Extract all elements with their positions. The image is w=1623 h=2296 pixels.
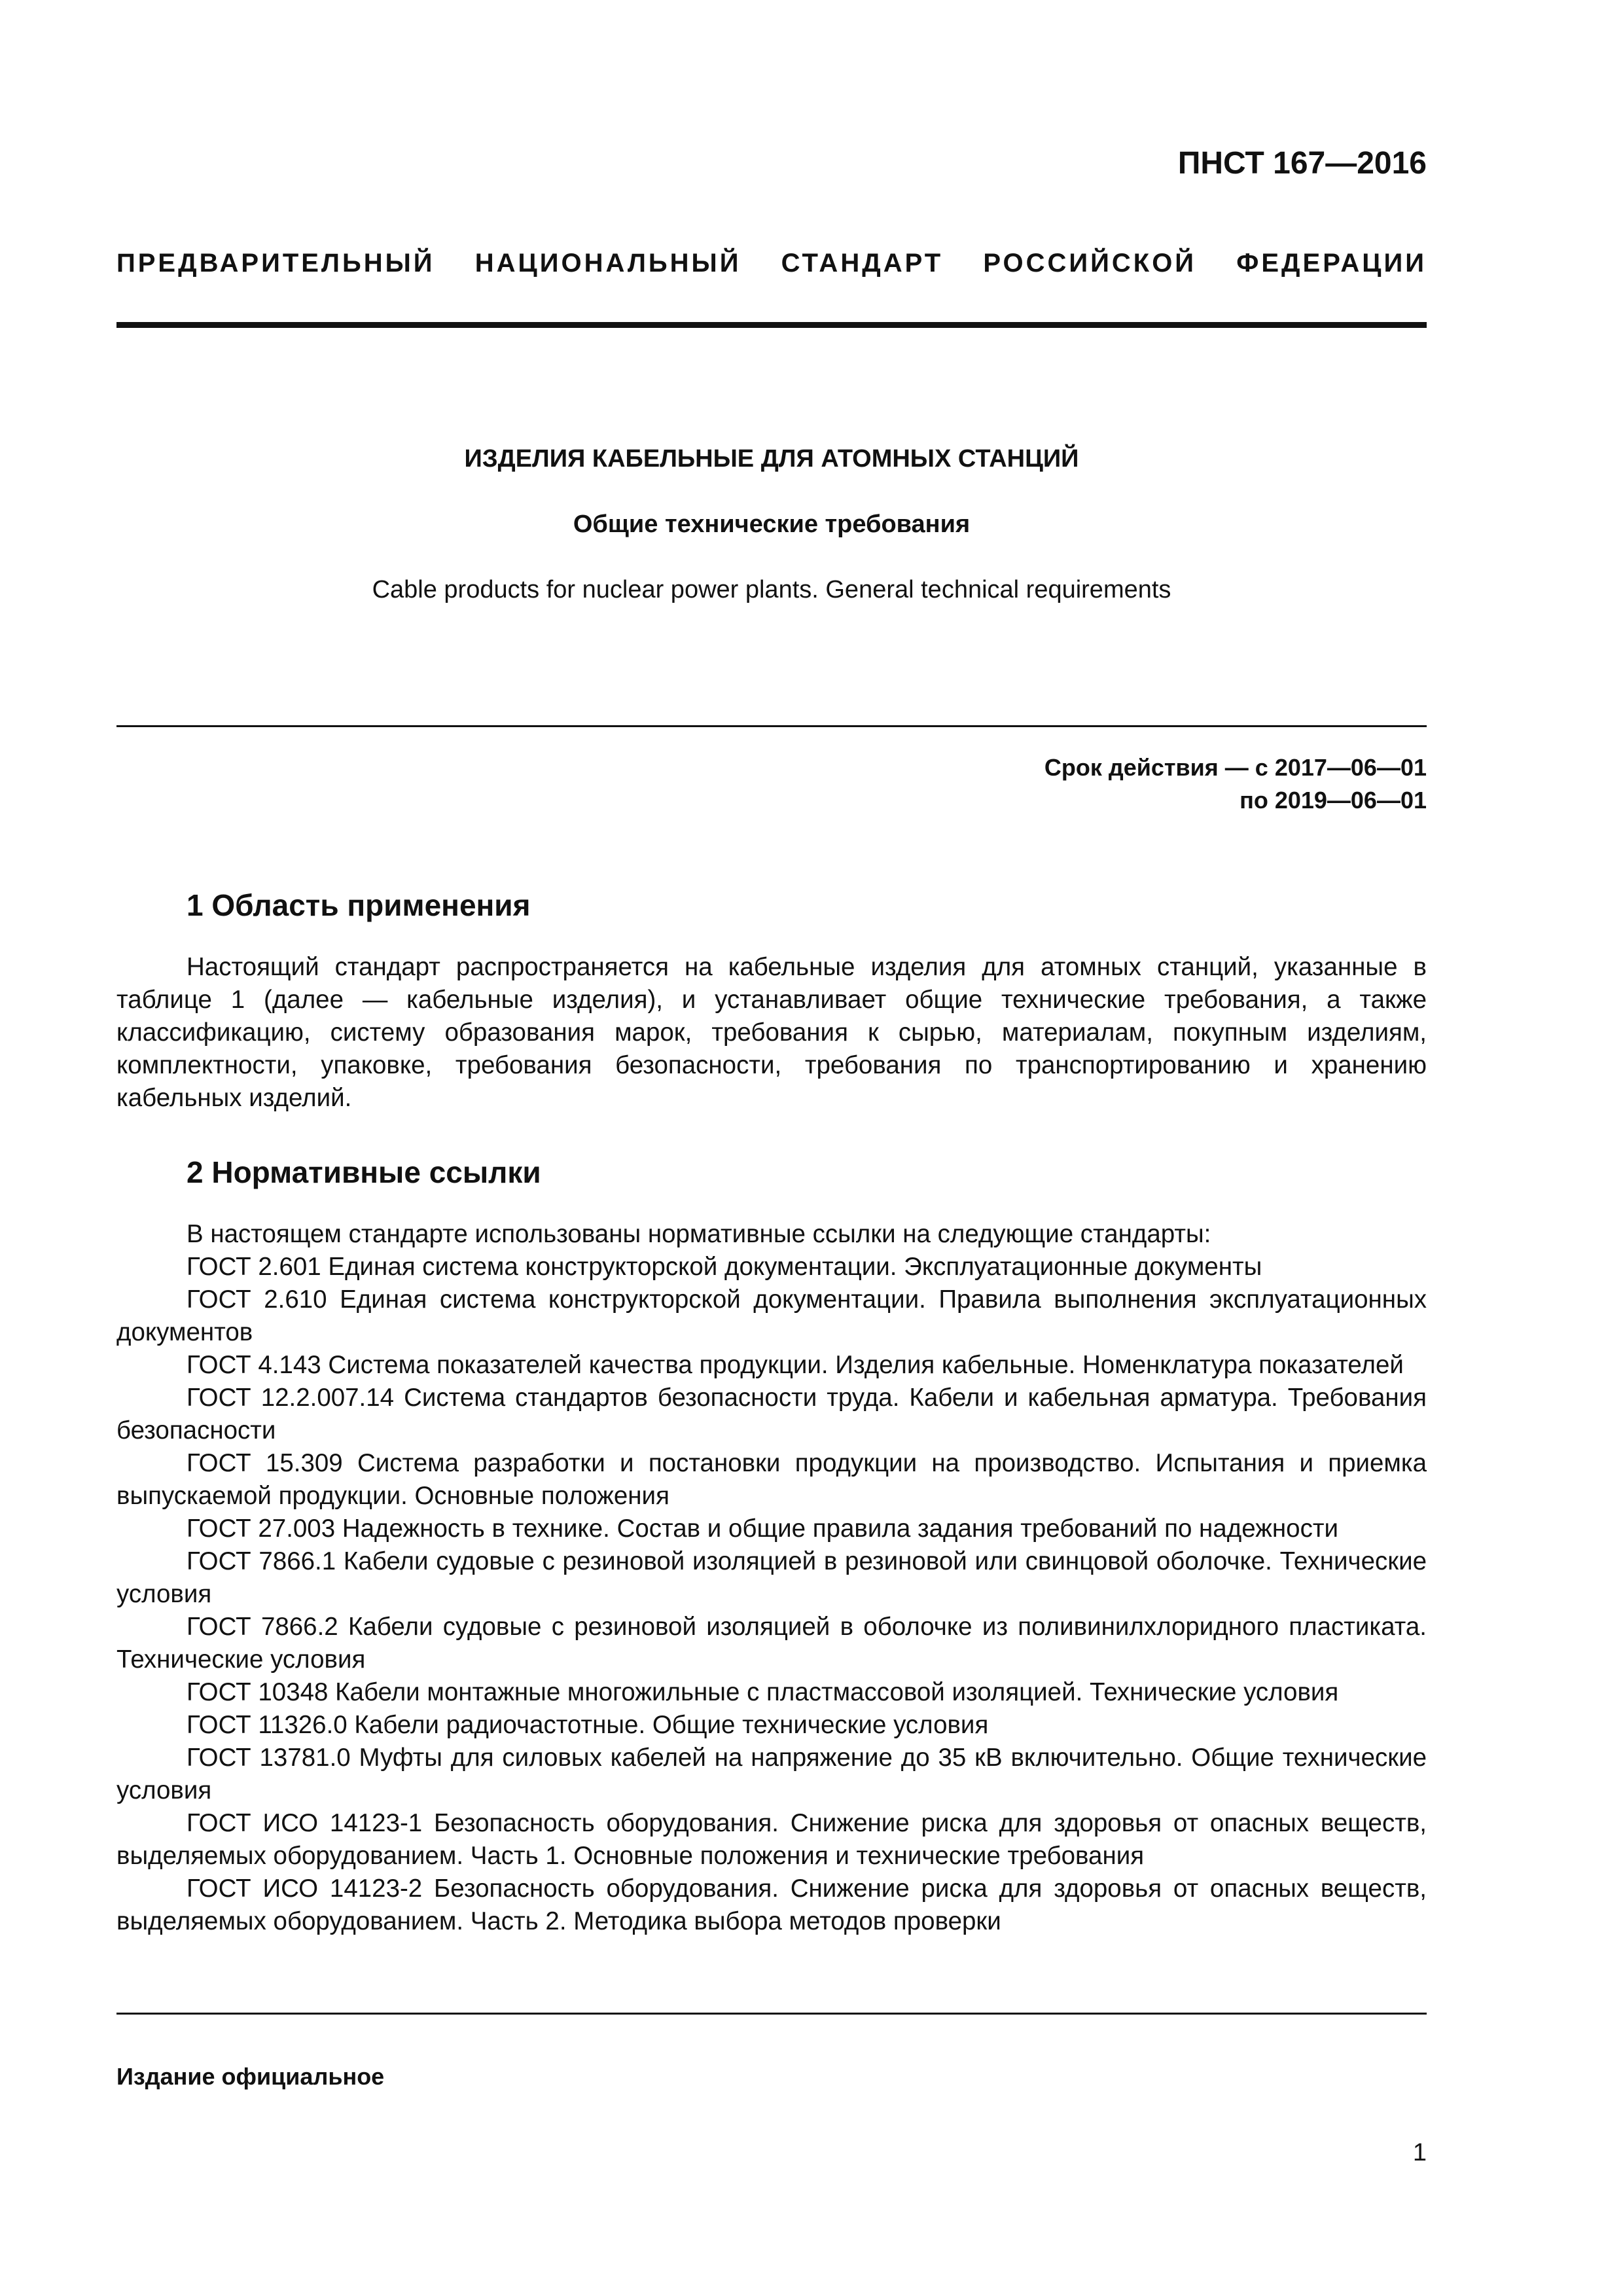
- reference-item: ГОСТ 4.143 Система показателей качества продукции. Изделия кабельные. Номенклатура показателей: [187, 1351, 1404, 1379]
- document-subtitle: Общие технические требования: [573, 511, 971, 538]
- references-list: [116, 1218, 1427, 1938]
- reference-item: ГОСТ 11326.0 Кабели радиочастотные. Общие технические условия: [187, 1711, 989, 1739]
- reference-item: ГОСТ 7866.2 Кабели судовые с резиновой изоляцией в оболочке из поливинилхлоридного пластиката. Технические условия: [116, 1613, 1427, 1674]
- standard-series-title: ПРЕДВАРИТЕЛЬНЫЙ НАЦИОНАЛЬНЫЙ СТАНДАРТ РОССИЙСКОЙ ФЕДЕРАЦИИ: [116, 249, 1427, 278]
- reference-item: ГОСТ 2.610 Единая система конструкторской документации. Правила выполнения эксплуатационных документов: [116, 1285, 1427, 1346]
- header-divider: [116, 322, 1427, 328]
- section-2-heading: 2 Нормативные ссылки: [187, 1155, 541, 1189]
- page-number: 1: [1412, 2139, 1427, 2166]
- validity-period: [1044, 751, 1427, 817]
- reference-item: ГОСТ 12.2.007.14 Система стандартов безопасности труда. Кабели и кабельная арматура. Требования безопасности: [116, 1384, 1427, 1444]
- document-title: ИЗДЕЛИЯ КАБЕЛЬНЫЕ ДЛЯ АТОМНЫХ СТАНЦИЙ: [464, 445, 1079, 473]
- official-edition-label: Издание официальное: [116, 2063, 385, 2090]
- title-divider: [116, 725, 1427, 727]
- document-title-english: Cable products for nuclear power plants. General technical requirements: [372, 576, 1171, 603]
- footer-divider: [116, 2013, 1427, 2015]
- document-designation: ПНСТ 167—2016: [1177, 146, 1427, 181]
- reference-item: ГОСТ 10348 Кабели монтажные многожильные с пластмассовой изоляцией. Технические условия: [187, 1678, 1339, 1706]
- section-1-heading: 1 Область применения: [187, 888, 531, 922]
- reference-item: ГОСТ 15.309 Система разработки и постановки продукции на производство. Испытания и приемка выпускаемой продукции. Основные положения: [116, 1449, 1427, 1510]
- section-1-paragraph: Настоящий стандарт распространяется на кабельные изделия для атомных станций, указанные в таблице 1 (далее — кабельные изделия), и устанавливает общие технические требования, а также классификацию, систему образования марок, требования к сырью, материалам, покупным изделиям, комплектности, упаковке, требования безопасности, требования по транспортированию и хранению кабельных изделий.: [116, 953, 1427, 1112]
- reference-item: ГОСТ 7866.1 Кабели судовые с резиновой изоляцией в резиновой или свинцовой оболочке. Технические условия: [116, 1547, 1427, 1608]
- reference-item: ГОСТ ИСО 14123-1 Безопасность оборудования. Снижение риска для здоровья от опасных веществ, выделяемых оборудованием. Часть 1. Основные положения и технические требования: [116, 1809, 1427, 1870]
- reference-item: ГОСТ 2.601 Единая система конструкторской документации. Эксплуатационные документы: [187, 1253, 1262, 1281]
- references-intro: В настоящем стандарте использованы нормативные ссылки на следующие стандарты:: [187, 1220, 1211, 1248]
- validity-from: Срок действия — с 2017—06—01: [1044, 754, 1427, 781]
- validity-to: по 2019—06—01: [1240, 787, 1427, 814]
- reference-item: ГОСТ ИСО 14123-2 Безопасность оборудования. Снижение риска для здоровья от опасных веществ, выделяемых оборудованием. Часть 2. Методика выбора методов проверки: [116, 1874, 1427, 1935]
- reference-item: ГОСТ 13781.0 Муфты для силовых кабелей на напряжение до 35 кВ включительно. Общие технические условия: [116, 1744, 1427, 1804]
- reference-item: ГОСТ 27.003 Надежность в технике. Состав и общие правила задания требований по надежности: [187, 1515, 1338, 1543]
- section-1-body: [116, 951, 1427, 1115]
